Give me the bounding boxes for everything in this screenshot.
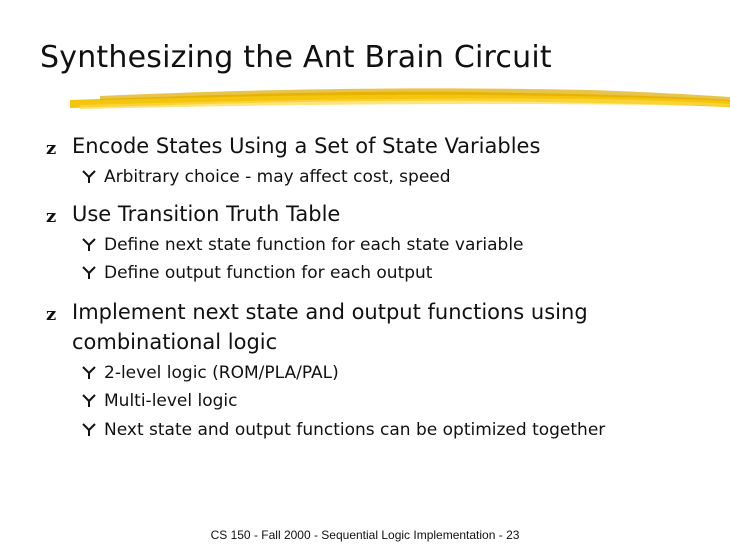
y-bullet-icon <box>82 393 97 408</box>
bullet-text: Encode States Using a Set of State Variables <box>72 134 541 158</box>
z-bullet-icon: z <box>46 206 57 227</box>
y-bullet-icon <box>82 422 97 437</box>
sub-bullet-item <box>104 166 451 188</box>
bullet-text-line-1: Implement next state and output functions using <box>72 300 588 324</box>
bullet-item-1 <box>46 132 541 161</box>
bullet-item-3-continuation <box>72 328 277 357</box>
bullet-item-2 <box>46 200 341 229</box>
z-bullet-icon: z <box>46 304 57 325</box>
sub-bullet-text: 2-level logic (ROM/PLA/PAL) <box>104 363 339 383</box>
slide-footer: CS 150 - Fall 2000 - Sequential Logic Implementation - 23 <box>210 528 520 542</box>
y-bullet-icon <box>82 365 97 380</box>
z-bullet-icon: z <box>46 138 57 159</box>
sub-bullet-item <box>104 390 238 412</box>
sub-bullet-text: Multi-level logic <box>104 391 238 411</box>
bullet-text-line-2: combinational logic <box>72 330 278 354</box>
highlighter-swoosh <box>70 82 730 116</box>
bullet-text: Use Transition Truth Table <box>72 202 341 226</box>
sub-bullet-text: Arbitrary choice - may affect cost, speed <box>104 167 451 187</box>
sub-bullet-text: Next state and output functions can be optimized together <box>104 420 606 440</box>
y-bullet-icon <box>82 265 97 280</box>
sub-bullet-item <box>104 234 524 256</box>
sub-bullet-item <box>104 419 605 441</box>
sub-bullet-item <box>104 362 339 384</box>
slide-title: Synthesizing the Ant Brain Circuit <box>40 40 552 75</box>
bullet-item-3 <box>46 298 588 327</box>
sub-bullet-text: Define next state function for each state variable <box>104 235 524 255</box>
sub-bullet-item <box>104 262 432 284</box>
y-bullet-icon <box>82 169 97 184</box>
sub-bullet-text: Define output function for each output <box>104 263 433 283</box>
y-bullet-icon <box>82 237 97 252</box>
